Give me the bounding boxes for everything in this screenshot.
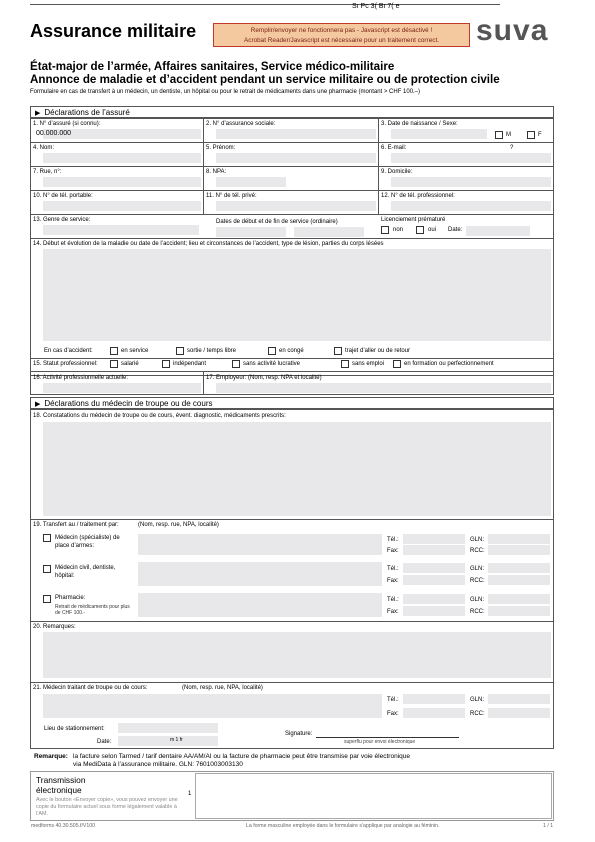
- transfer-pharmacy-rcc-input[interactable]: [488, 606, 550, 616]
- divider: [30, 621, 554, 622]
- divider: [30, 519, 554, 520]
- divider: [203, 371, 204, 395]
- release-oui-label: oui: [428, 227, 437, 233]
- station-label: Lieu de stationnement:: [44, 726, 105, 732]
- treating-doctor-fax-input[interactable]: [403, 708, 465, 718]
- gln-label: GLN:: [470, 566, 485, 572]
- transfer-armydoc-gln-input[interactable]: [488, 534, 550, 544]
- mobile-phone-input[interactable]: [43, 201, 201, 211]
- f19-label: 19. Transfert au / traitement par:: [33, 522, 119, 528]
- tel-label: Tél.:: [387, 597, 399, 603]
- f3-label: 3. Date de naissance / Sexe:: [381, 121, 458, 127]
- transfer-civildoc-fax-input[interactable]: [403, 575, 465, 585]
- sex-m-label: M: [506, 132, 511, 138]
- f9-label: 9. Domicile:: [381, 169, 413, 175]
- transfer-armydoc-tel-input[interactable]: [403, 534, 465, 544]
- gln-label: GLN:: [470, 597, 485, 603]
- treating-doctor-tel-input[interactable]: [403, 694, 465, 704]
- pharmacy-note: Retrait de médicaments pour plus de CHF 100.-: [55, 604, 130, 616]
- acc-service-checkbox[interactable]: [110, 347, 118, 355]
- fax-label: Fax:: [387, 711, 399, 717]
- transfer-civildoc-tel-input[interactable]: [403, 563, 465, 573]
- divider: [30, 214, 554, 215]
- birthdate-input[interactable]: [391, 129, 487, 139]
- subline: Formulaire en cas de transfert à un médecin, un dentiste, un hôpital ou pour le retrait de médicaments dans une pharmacie (montant > CHF 100.–): [30, 89, 421, 95]
- page-title: Assurance militaire: [30, 21, 197, 41]
- section-assure-header: [30, 106, 554, 118]
- service-type-input[interactable]: [43, 225, 199, 235]
- warning-line-1: Remplir/envoyer ne fonctionnera pas - Javascript est désactivé !: [250, 27, 433, 34]
- sign-date-input[interactable]: [118, 736, 218, 746]
- f21-hint: (Nom, resp. rue, NPA, localité): [182, 685, 263, 691]
- gln-label: GLN:: [470, 537, 485, 543]
- rcc-label: RCC:: [470, 609, 485, 615]
- status-option-label: sans activité lucrative: [243, 361, 301, 367]
- page-number: 1 / 1: [543, 823, 554, 829]
- npa-input[interactable]: [216, 177, 286, 187]
- f19-hint: (Nom, resp. rue, NPA, localité): [138, 522, 219, 528]
- tel-label: Tél.:: [387, 566, 399, 572]
- heading-1: État-major de l’armée, Affaires sanitaires, Service médico-militaire: [30, 60, 395, 73]
- section-doctor-header: [30, 397, 554, 409]
- status-training-checkbox[interactable]: [393, 360, 401, 368]
- transmission-send-area[interactable]: [195, 773, 552, 819]
- acc-option-label: trajet d’aller ou de retour: [345, 348, 411, 354]
- transfer-civildoc-label: Médecin civil, dentiste, hôpital:: [55, 565, 116, 579]
- footer-center: La forme masculine employée dans le formulaire s’applique par analogie au féminin.: [246, 823, 440, 829]
- top-strip-text: Sı Pc 3( Bı 7( e: [352, 3, 400, 10]
- remark-label: Remarque:: [34, 753, 68, 760]
- acc-option-label: en service: [121, 348, 149, 354]
- transfer-armydoc-address-input[interactable]: [138, 534, 382, 555]
- transfer-pharmacy-address-input[interactable]: [138, 593, 382, 617]
- email-input[interactable]: [391, 153, 551, 163]
- remark-line-1: la facture selon Tarmed / tarif dentaire AA/AM/AI ou la facture de pharmacie peut être transmise par voie électronique: [73, 753, 410, 760]
- transfer-pharmacy-checkbox[interactable]: [43, 595, 51, 603]
- transfer-armydoc-fax-input[interactable]: [403, 545, 465, 555]
- acc-option-label: en congé: [279, 348, 304, 354]
- rcc-label: RCC:: [470, 578, 485, 584]
- transfer-civildoc-checkbox[interactable]: [43, 565, 51, 573]
- heading-2: Annonce de maladie et d’accident pendant un service militaire ou de protection civile: [30, 73, 500, 86]
- service-start-input[interactable]: [216, 227, 286, 237]
- street-input[interactable]: [43, 177, 201, 187]
- treating-doctor-input[interactable]: [43, 694, 382, 718]
- remarks-input[interactable]: [43, 632, 551, 678]
- tel-label: Tél.:: [387, 697, 399, 703]
- transfer-armydoc-label: Médecin (spécialiste) de place d’armes:: [55, 535, 120, 549]
- divider: [30, 166, 554, 167]
- divider: [30, 142, 554, 143]
- f4-label: 4. Nom:: [33, 145, 55, 151]
- f2-label: 2. N° d’assurance sociale:: [206, 121, 276, 127]
- rcc-label: RCC:: [470, 548, 485, 554]
- footer-left: medforms 40.30.505.f/V100: [31, 823, 96, 829]
- work-phone-input[interactable]: [391, 201, 551, 211]
- service-end-input[interactable]: [294, 227, 364, 237]
- f6-label: 6. E-mail:: [381, 145, 407, 151]
- transfer-civildoc-rcc-input[interactable]: [488, 575, 550, 585]
- triangle-right-icon: ▶: [35, 401, 41, 408]
- f20-label: 20. Remarques:: [33, 624, 76, 630]
- fax-label: Fax:: [387, 578, 399, 584]
- warning-line-2: Acrobat Reader/Javascript est nécessaire pour un traitement correct.: [243, 37, 439, 44]
- transfer-armydoc-rcc-input[interactable]: [488, 545, 550, 555]
- divider: [30, 358, 554, 359]
- release-date-label: Date:: [448, 227, 463, 233]
- signature-label: Signature:: [285, 731, 313, 737]
- domicile-input[interactable]: [391, 177, 551, 187]
- top-rule: [30, 4, 500, 5]
- sex-f-checkbox[interactable]: [527, 131, 535, 139]
- transfer-pharmacy-gln-input[interactable]: [488, 594, 550, 604]
- findings-input[interactable]: [43, 422, 551, 516]
- tel-label: Tél.:: [387, 537, 399, 543]
- sign-date-label: Date:: [97, 739, 112, 745]
- divider: [30, 238, 554, 239]
- treating-doctor-gln-input[interactable]: [488, 694, 550, 704]
- transfer-pharmacy-tel-input[interactable]: [403, 594, 465, 604]
- sex-m-checkbox[interactable]: [495, 131, 503, 139]
- triangle-right-icon: ▶: [35, 110, 41, 117]
- status-employee-checkbox[interactable]: [110, 360, 118, 368]
- accident-case-label: En cas d’accident:: [44, 348, 93, 354]
- avs-number-input[interactable]: [216, 129, 376, 139]
- transmission-title: Transmission électronique: [36, 775, 86, 795]
- fax-label: Fax:: [387, 548, 399, 554]
- transfer-civildoc-address-input[interactable]: [138, 562, 382, 586]
- status-option-label: sans emploi: [352, 361, 385, 367]
- status-independent-checkbox[interactable]: [162, 360, 170, 368]
- remark-line-2: via MediData à l’assurance militaire. GLN: 7601003003130: [73, 761, 243, 768]
- f1-label: 1. N° d’assuré (si connu):: [33, 121, 101, 127]
- early-release-label: Licenciement prématuré: [381, 217, 446, 223]
- gln-label: GLN:: [470, 697, 485, 703]
- divider: [30, 682, 554, 683]
- status-option-label: salarié: [121, 361, 139, 367]
- acc-commute-checkbox[interactable]: [334, 347, 342, 355]
- status-option-label: indépendant: [173, 361, 207, 367]
- treating-doctor-rcc-input[interactable]: [488, 708, 550, 718]
- firstname-input[interactable]: [216, 153, 376, 163]
- insured-number-value: 00.000.000: [36, 130, 72, 137]
- sex-f-label: F: [538, 132, 542, 138]
- station-input[interactable]: [118, 723, 218, 733]
- sign-date-hint: m 1 fr: [170, 737, 183, 743]
- f15-label: 15. Statut professionnel:: [33, 361, 98, 367]
- transmission-mark: 1: [188, 791, 192, 797]
- profession-input[interactable]: [43, 383, 201, 393]
- f16-label: 16. Activité professionnelle actuelle:: [33, 375, 129, 381]
- f7-label: 7. Rue, n°:: [33, 169, 62, 175]
- f5-label: 5. Prénom:: [206, 145, 236, 151]
- f21-label: 21. Médecin traitant de troupe ou de cours:: [33, 685, 148, 691]
- f10-label: 10. N° de tél. portable:: [33, 193, 93, 199]
- transfer-armydoc-checkbox[interactable]: [43, 534, 51, 542]
- f18-label: 18. Constatations du médecin de troupe ou de cours, évent. diagnostic, médicaments prescrits:: [33, 413, 286, 419]
- f13-label: 13. Genre de service:: [33, 217, 91, 223]
- release-date-input[interactable]: [466, 226, 530, 236]
- lastname-input[interactable]: [43, 153, 201, 163]
- divider: [30, 190, 554, 191]
- status-option-label: en formation ou perfectionnement: [404, 361, 494, 367]
- employer-input[interactable]: [216, 383, 551, 393]
- acc-leisure-checkbox[interactable]: [176, 347, 184, 355]
- f12-label: 12. N° de tél. professionnel:: [381, 193, 455, 199]
- release-oui-checkbox[interactable]: [416, 226, 424, 234]
- service-dates-label: Dates de début et de fin de service (ordinaire): [216, 219, 338, 225]
- javascript-warning: [213, 23, 470, 47]
- transfer-pharmacy-fax-input[interactable]: [403, 606, 465, 616]
- signature-line[interactable]: [316, 737, 459, 738]
- release-non-checkbox[interactable]: [381, 226, 389, 234]
- acc-option-label: sortie / temps libre: [187, 348, 237, 354]
- transfer-pharmacy-label: Pharmacie:: [55, 595, 86, 601]
- f14-label: 14. Début et évolution de la maladie ou date de l’accident; lieu et circonstances de l’accident, type de lésion, parties du corps lésées: [33, 241, 384, 247]
- fax-label: Fax:: [387, 609, 399, 615]
- section-assure-title: Déclarations de l’assuré: [44, 108, 130, 117]
- section-doctor-title: Déclarations du médecin de troupe ou de cours: [44, 399, 213, 408]
- f8-label: 8. NPA:: [206, 169, 227, 175]
- suva-logo: suva: [476, 14, 549, 47]
- accident-description-input[interactable]: [43, 249, 551, 341]
- transmission-text: Avec le bouton «Envoyer copie», vous pouvez envoyer une copie du formulaire actuel sous forme légalement valable à l’AM.: [36, 797, 178, 817]
- f17-label: 17. Employeur: (Nom, resp. NPA et localité): [206, 375, 322, 381]
- acc-leave-checkbox[interactable]: [268, 347, 276, 355]
- status-noactivity-checkbox[interactable]: [232, 360, 240, 368]
- f11-label: 11. N° de tél. privé:: [206, 193, 257, 199]
- release-non-label: non: [393, 227, 404, 233]
- email-help-icon[interactable]: ?: [510, 145, 514, 151]
- transfer-civildoc-gln-input[interactable]: [488, 563, 550, 573]
- signature-note: superflu pour envoi électronique: [344, 739, 416, 745]
- rcc-label: RCC:: [470, 711, 485, 717]
- private-phone-input[interactable]: [216, 201, 376, 211]
- status-unemployed-checkbox[interactable]: [341, 360, 349, 368]
